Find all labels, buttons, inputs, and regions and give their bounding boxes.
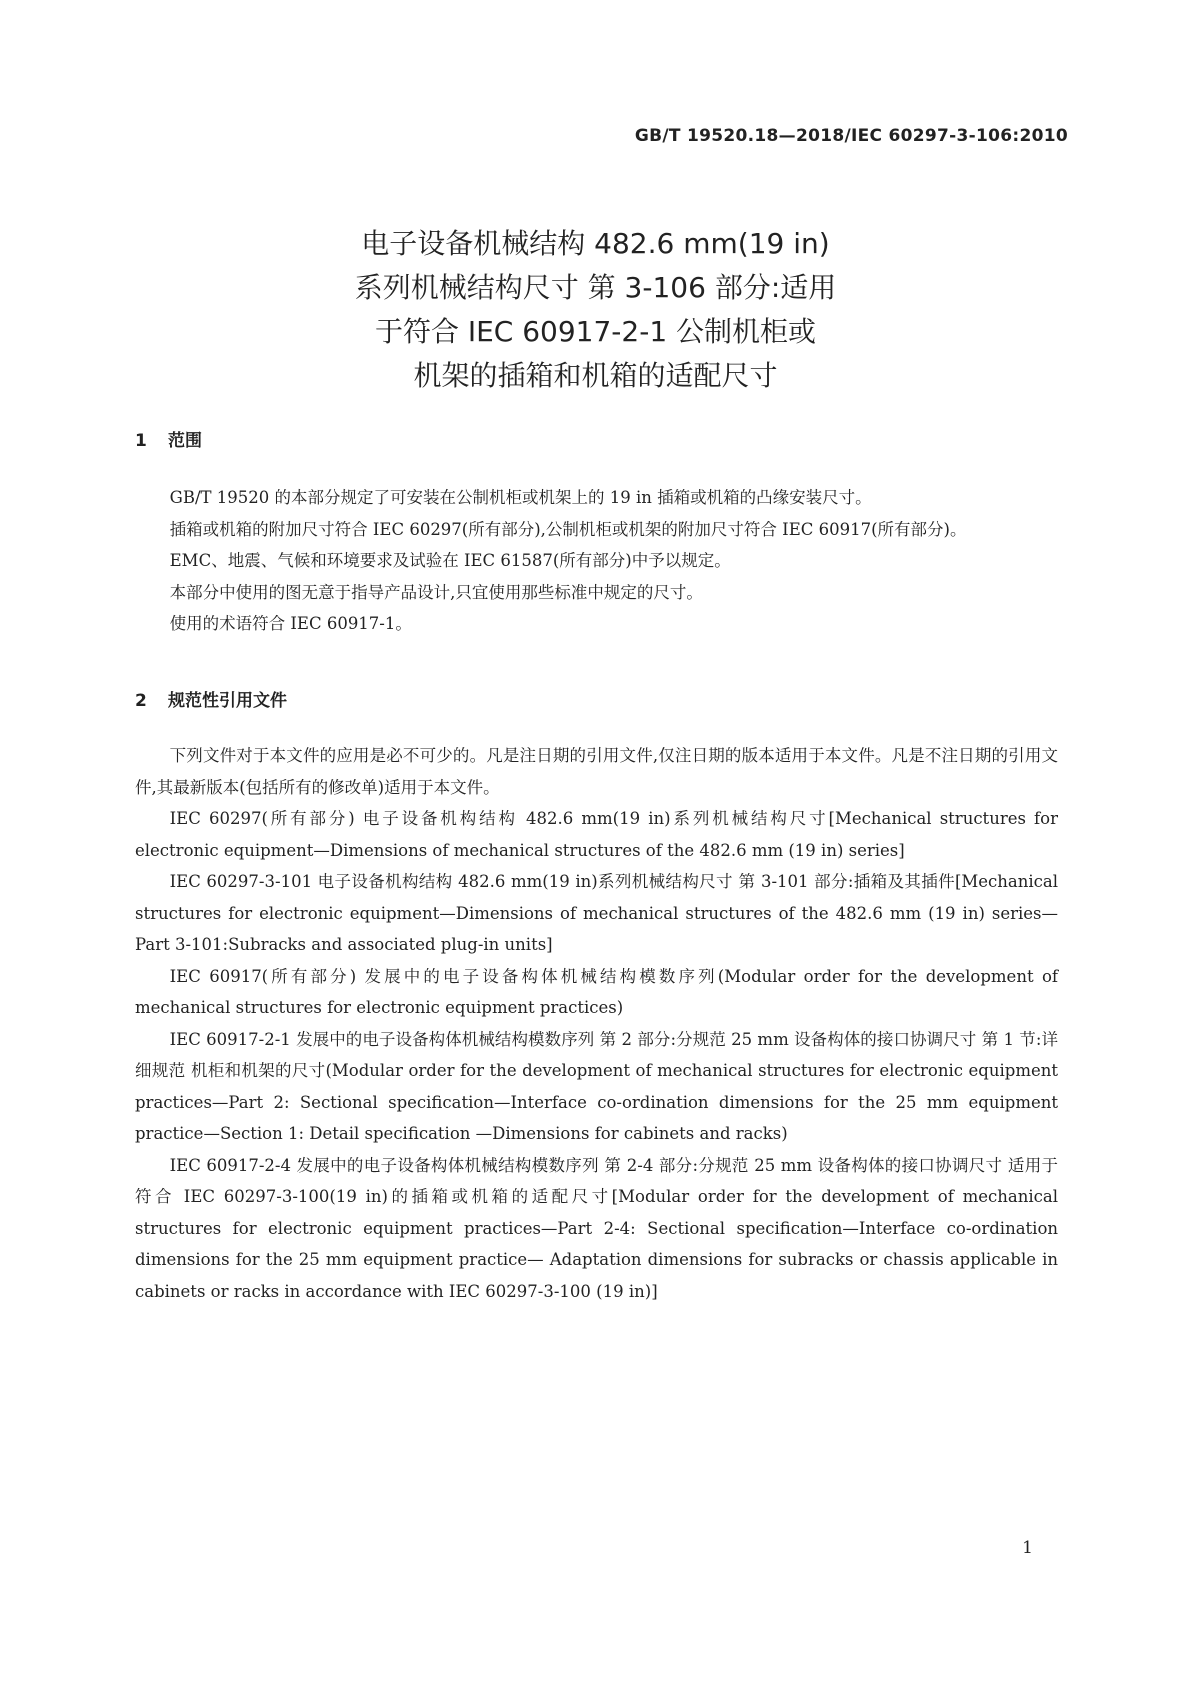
paragraph: GB/T 19520 的本部分规定了可安装在公制机柜或机架上的 19 in 插箱或机箱的凸缘安装尺寸。 <box>169 488 872 507</box>
section-number: 2 <box>135 691 147 711</box>
paragraph: 下列文件对于本文件的应用是必不可少的。凡是注日期的引用文件,仅注日期的版本适用于本文件。凡是不注日期的引用文件,其最新版本(包括所有的修改单)适用于本文件。 <box>135 746 1058 797</box>
paragraph: 使用的术语符合 IEC 60917-1。 <box>169 614 412 633</box>
page-number: 1 <box>1022 1538 1033 1558</box>
section-title: 范围 <box>168 431 202 451</box>
section-body-scope <box>135 482 1058 640</box>
title-line: 电子设备机械结构 482.6 mm(19 in) <box>361 227 830 260</box>
document-title <box>0 222 1191 398</box>
reference-entry: IEC 60917(所有部分) 发展中的电子设备构体机械结构模数序列(Modular order for the development of mechanical structures for electronic equipment practices) <box>135 966 1058 1017</box>
section-title: 规范性引用文件 <box>168 691 287 711</box>
section-body-references <box>135 740 1058 1307</box>
section-number: 1 <box>135 431 147 451</box>
title-line: 机架的插箱和机箱的适配尺寸 <box>413 359 778 392</box>
section-heading-scope <box>135 426 202 451</box>
reference-entry: IEC 60297(所有部分) 电子设备机构结构 482.6 mm(19 in)系列机械结构尺寸[Mechanical structures for electronic equipment—Dimensions of mechanical structures of the 482.6 mm (19 in) series] <box>135 809 1058 860</box>
section-heading-references <box>135 686 287 711</box>
reference-entry: IEC 60297-3-101 电子设备机构结构 482.6 mm(19 in)系列机械结构尺寸 第 3-101 部分:插箱及其插件[Mechanical structures for electronic equipment—Dimensions of mechanical structures of the 482.6 mm (19 in) series—Part 3-101:Subracks and associated plug-in units] <box>135 872 1058 954</box>
paragraph: 插箱或机箱的附加尺寸符合 IEC 60297(所有部分),公制机柜或机架的附加尺寸符合 IEC 60917(所有部分)。 <box>169 519 967 539</box>
paragraph: EMC、地震、气候和环境要求及试验在 IEC 61587(所有部分)中予以规定。 <box>169 551 731 570</box>
paragraph: 本部分中使用的图无意于指导产品设计,只宜使用那些标准中规定的尺寸。 <box>169 582 703 602</box>
title-line: 于符合 IEC 60917-2-1 公制机柜或 <box>374 315 817 348</box>
reference-entry: IEC 60917-2-1 发展中的电子设备构体机械结构模数序列 第 2 部分:分规范 25 mm 设备构体的接口协调尺寸 第 1 节:详细规范 机柜和机架的尺寸(Modular order for the development of mechanical structures for electronic equipment practices—Part 2: Sectional specification—Interface co-ordination dimensions for the 25 mm equipment practice—Section 1: Detail specification —Dimensions for cabinets and racks) <box>135 1029 1058 1143</box>
standard-code: GB/T 19520.18—2018/IEC 60297-3-106:2010 <box>634 126 1068 146</box>
title-line: 系列机械结构尺寸 第 3-106 部分:适用 <box>354 271 837 304</box>
reference-entry: IEC 60917-2-4 发展中的电子设备构体机械结构模数序列 第 2-4 部分:分规范 25 mm 设备构体的接口协调尺寸 适用于符合 IEC 60297-3-100(19 in)的插箱或机箱的适配尺寸[Modular order for the development of mechanical structures for electronic equipment practices—Part 2-4: Sectional specification—Interface co-ordination dimensions for the 25 mm equipment practice— Adaptation dimensions for subracks or chassis applicable in cabinets or racks in accordance with IEC 60297-3-100 (19 in)] <box>135 1155 1058 1301</box>
